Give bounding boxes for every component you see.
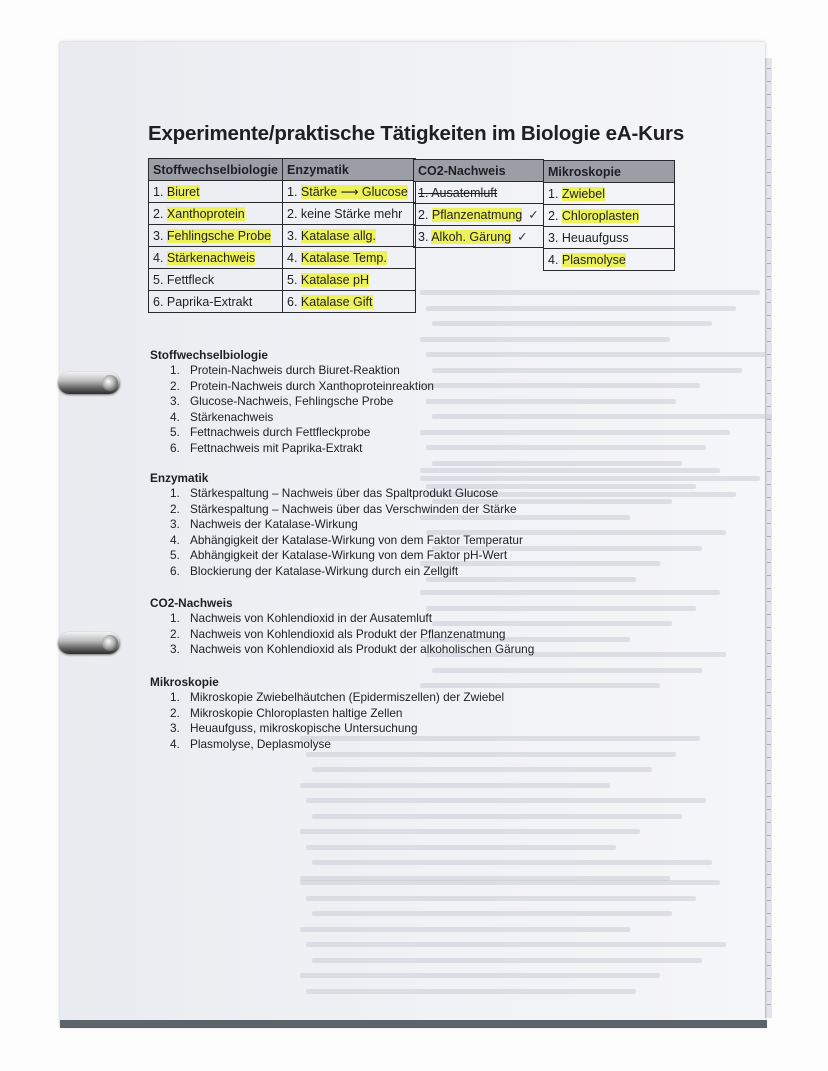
list-item: 4. Abhängigkeit der Katalase-Wirkung von dem Faktor Temperatur (170, 532, 523, 547)
section-heading: Stoffwechselbiologie (150, 348, 268, 362)
show-through-line (426, 399, 676, 404)
edge-tick (767, 159, 771, 160)
show-through-line (306, 896, 696, 901)
page-title: Experimente/praktische Tätigkeiten im Biologie eA-Kurs (148, 122, 685, 145)
edge-tick (767, 380, 771, 381)
edge-tick (767, 939, 771, 940)
show-through-line (432, 461, 682, 466)
show-through-line (312, 911, 672, 916)
show-through-line (432, 668, 702, 673)
highlighted-text: Katalase pH (300, 272, 370, 287)
show-through-line (426, 445, 706, 450)
show-through-line (300, 927, 630, 932)
highlighted-text: Alkoh. Gärung (431, 230, 512, 244)
highlighted-text: Pflanzenatmung (431, 208, 523, 222)
edge-tick (767, 419, 771, 420)
edge-tick (767, 679, 771, 680)
struck-text: 1. Ausatemluft (418, 185, 498, 200)
list-item: 6. Fettnachweis mit Paprika-Extrakt (170, 440, 363, 455)
table-cell: 2. Chloroplasten (544, 205, 675, 227)
edge-tick (767, 861, 771, 862)
table-cell: 3. Fehlingsche Probe (149, 225, 283, 247)
mikroskopie-table (543, 160, 675, 271)
highlighted-text: Katalase Gift (300, 294, 373, 309)
table-row (414, 182, 544, 204)
edge-tick (767, 757, 771, 758)
section-enzymatik (150, 471, 523, 579)
list-item: 6. Blockierung der Katalase-Wirkung durch ein Zellgift (170, 563, 459, 578)
table-cell: 1. Biuret (149, 181, 283, 203)
experiment-list (150, 486, 523, 579)
table-cell: 5. Fettfleck (149, 269, 283, 291)
edge-tick (767, 536, 771, 537)
edge-tick (767, 341, 771, 342)
table-row (149, 181, 416, 203)
show-through-line (312, 958, 702, 963)
experiment-list (150, 690, 504, 752)
edge-tick (767, 315, 771, 316)
edge-tick (767, 302, 771, 303)
edge-tick (767, 913, 771, 914)
table-cell: 1. Stärke ⟶ Glucose (283, 181, 416, 203)
table-cell: 2. keine Stärke mehr (283, 203, 416, 225)
edge-tick (767, 575, 771, 576)
show-through-line (306, 942, 726, 947)
show-through-line (306, 989, 636, 994)
edge-tick (767, 601, 771, 602)
table-header: Mikroskopie (544, 161, 675, 183)
edge-tick (767, 432, 771, 433)
table-row (149, 269, 416, 291)
edge-tick (767, 354, 771, 355)
highlighted-text: Katalase Temp. (300, 250, 387, 265)
overview-table-left (148, 158, 416, 313)
edge-tick (767, 510, 771, 511)
list-item: 2. Protein-Nachweis durch Xanthoproteinreaktion (170, 378, 434, 393)
show-through-line (420, 383, 700, 388)
list-item: 3. Nachweis der Katalase-Wirkung (170, 517, 358, 531)
list-item: 1. Mikroskopie Zwiebelhäutchen (Epidermiszellen) der Zwiebel (170, 690, 505, 704)
edge-tick (767, 237, 771, 238)
edge-tick (767, 835, 771, 836)
table-cell: 3. Heuaufguss (544, 227, 675, 249)
edge-tick (767, 445, 771, 446)
table-cell (414, 182, 544, 204)
show-through-line (312, 860, 712, 865)
edge-tick (767, 263, 771, 264)
table-header: CO2-Nachweis (414, 160, 544, 182)
list-item: 3. Nachweis von Kohlendioxid als Produkt der alkoholischen Gärung (170, 642, 535, 656)
show-through-line (420, 590, 720, 595)
edge-tick (767, 796, 771, 797)
edge-tick (767, 81, 771, 82)
highlighted-text: Chloroplasten (561, 208, 640, 223)
table-row (544, 249, 675, 271)
show-through-line (300, 829, 640, 834)
table-header: Stoffwechselbiologie (149, 159, 283, 181)
edge-tick (767, 965, 771, 966)
edge-tick (767, 640, 771, 641)
show-through-line (420, 337, 670, 342)
table-cell: 1. Zwiebel (544, 183, 675, 205)
binder-ring-icon (58, 632, 120, 654)
show-through-line (306, 845, 616, 850)
edge-tick (767, 783, 771, 784)
experiment-list (150, 363, 434, 456)
list-item: 1. Stärkespaltung – Nachweis über das Spaltprodukt Glucose (170, 486, 499, 500)
table-cell: 4. Katalase Temp. (283, 247, 416, 269)
highlighted-text: Xanthoprotein (166, 206, 245, 221)
show-through-line (300, 973, 660, 978)
show-through-line (300, 880, 720, 885)
list-item: 3. Heuaufguss, mikroskopische Untersuchung (170, 721, 418, 735)
edge-tick (767, 276, 771, 277)
edge-tick (767, 653, 771, 654)
edge-tick (767, 874, 771, 875)
edge-tick (767, 900, 771, 901)
edge-tick (767, 471, 771, 472)
highlighted-text: Plasmolyse (561, 252, 626, 267)
highlighted-text: Katalase allg. (300, 228, 376, 243)
show-through-line (432, 414, 772, 419)
list-item: 5. Abhängigkeit der Katalase-Wirkung von dem Faktor pH-Wert (170, 548, 508, 562)
edge-tick (767, 978, 771, 979)
edge-tick (767, 198, 771, 199)
edge-tick (767, 68, 771, 69)
table-row (149, 225, 416, 247)
experiment-list (150, 611, 534, 658)
show-through-line (306, 798, 706, 803)
edge-tick (767, 991, 771, 992)
show-through-line (300, 783, 610, 788)
table-cell: 3. Katalase allg. (283, 225, 416, 247)
table-cell: 4. Stärkenachweis (149, 247, 283, 269)
table-row (149, 291, 416, 313)
table-cell: 2. Xanthoprotein (149, 203, 283, 225)
edge-tick (767, 328, 771, 329)
check-icon: ✓ (528, 208, 539, 222)
edge-tick (767, 523, 771, 524)
table-cell: 6. Katalase Gift (283, 291, 416, 313)
edge-tick (767, 588, 771, 589)
show-through-line (312, 814, 682, 819)
table-cell: 3. Alkoh. Gärung ✓ (414, 226, 544, 248)
list-item: 1. Nachweis von Kohlendioxid in der Ausatemluft (170, 611, 432, 625)
highlighted-text: Zwiebel (561, 186, 605, 201)
edge-tick (767, 809, 771, 810)
edge-tick (767, 705, 771, 706)
table-cell: 2. Pflanzenatmung ✓ (414, 204, 544, 226)
edge-tick (767, 718, 771, 719)
table-row (149, 203, 416, 225)
co2-table (413, 159, 544, 248)
section-heading: Enzymatik (150, 471, 209, 485)
list-item: 5. Fettnachweis durch Fettfleckprobe (170, 425, 371, 439)
edge-tick (767, 185, 771, 186)
highlighted-text: Biuret (166, 184, 200, 199)
show-through-line (432, 368, 742, 373)
edge-tick (767, 731, 771, 732)
edge-tick (767, 133, 771, 134)
table-row (544, 205, 675, 227)
edge-tick (767, 211, 771, 212)
edge-tick (767, 224, 771, 225)
section-heading: Mikroskopie (150, 675, 219, 689)
section-co2-nachweis (150, 596, 534, 658)
table-row (544, 183, 675, 205)
edge-tick (767, 848, 771, 849)
edge-tick (767, 926, 771, 927)
edge-tick (767, 484, 771, 485)
edge-tick (767, 744, 771, 745)
show-through-line (420, 290, 760, 295)
table-row (414, 204, 544, 226)
list-item: 4. Stärkenachweis (170, 409, 274, 424)
list-item: 2. Nachweis von Kohlendioxid als Produkt der Pflanzenatmung (170, 626, 506, 641)
edge-tick (767, 107, 771, 108)
edge-tick (767, 692, 771, 693)
list-item: 3. Glucose-Nachweis, Fehlingsche Probe (170, 394, 394, 408)
edge-tick (767, 887, 771, 888)
edge-tick (767, 367, 771, 368)
edge-tick (767, 627, 771, 628)
show-through-line (426, 306, 736, 311)
highlighted-text: Fehlingsche Probe (166, 228, 272, 243)
table-cell: 5. Katalase pH (283, 269, 416, 291)
edge-tick (767, 120, 771, 121)
edge-tick (767, 146, 771, 147)
table-row (544, 227, 675, 249)
show-through-line (306, 752, 676, 757)
table-cell: 6. Paprika-Extrakt (149, 291, 283, 313)
edge-tick (767, 393, 771, 394)
edge-tick (767, 289, 771, 290)
section-mikroskopie (150, 675, 504, 752)
table-cell: 4. Plasmolyse (544, 249, 675, 271)
edge-tick (767, 94, 771, 95)
show-through-line (432, 321, 712, 326)
section-heading: CO2-Nachweis (150, 596, 233, 610)
edge-tick (767, 770, 771, 771)
table-header: Enzymatik (283, 159, 416, 181)
table-row (414, 226, 544, 248)
edge-tick (767, 497, 771, 498)
edge-tick (767, 614, 771, 615)
edge-tick (767, 952, 771, 953)
binder-bottom-edge (60, 1020, 767, 1028)
edge-tick (767, 822, 771, 823)
show-through-line (312, 767, 652, 772)
highlighted-text: Stärke ⟶ Glucose (300, 185, 408, 199)
edge-tick (767, 1004, 771, 1005)
list-item: 1. Protein-Nachweis durch Biuret-Reaktion (170, 363, 400, 377)
check-icon: ✓ (517, 230, 528, 244)
edge-tick (767, 406, 771, 407)
edge-tick (767, 458, 771, 459)
edge-tick (767, 250, 771, 251)
list-item: 4. Plasmolyse, Deplasmolyse (170, 736, 331, 751)
edge-tick (767, 549, 771, 550)
edge-tick (767, 562, 771, 563)
section-stoffwechselbiologie (150, 348, 434, 456)
highlighted-text: Stärkenachweis (166, 250, 256, 265)
edge-tick (767, 172, 771, 173)
show-through-line (420, 430, 730, 435)
binder-ring-icon (58, 372, 120, 394)
show-through-line (426, 352, 766, 357)
edge-tick (767, 666, 771, 667)
list-item: 2. Mikroskopie Chloroplasten haltige Zellen (170, 705, 403, 720)
page-edge (765, 58, 772, 1018)
list-item: 2. Stärkespaltung – Nachweis über das Verschwinden der Stärke (170, 501, 517, 516)
table-row (149, 247, 416, 269)
